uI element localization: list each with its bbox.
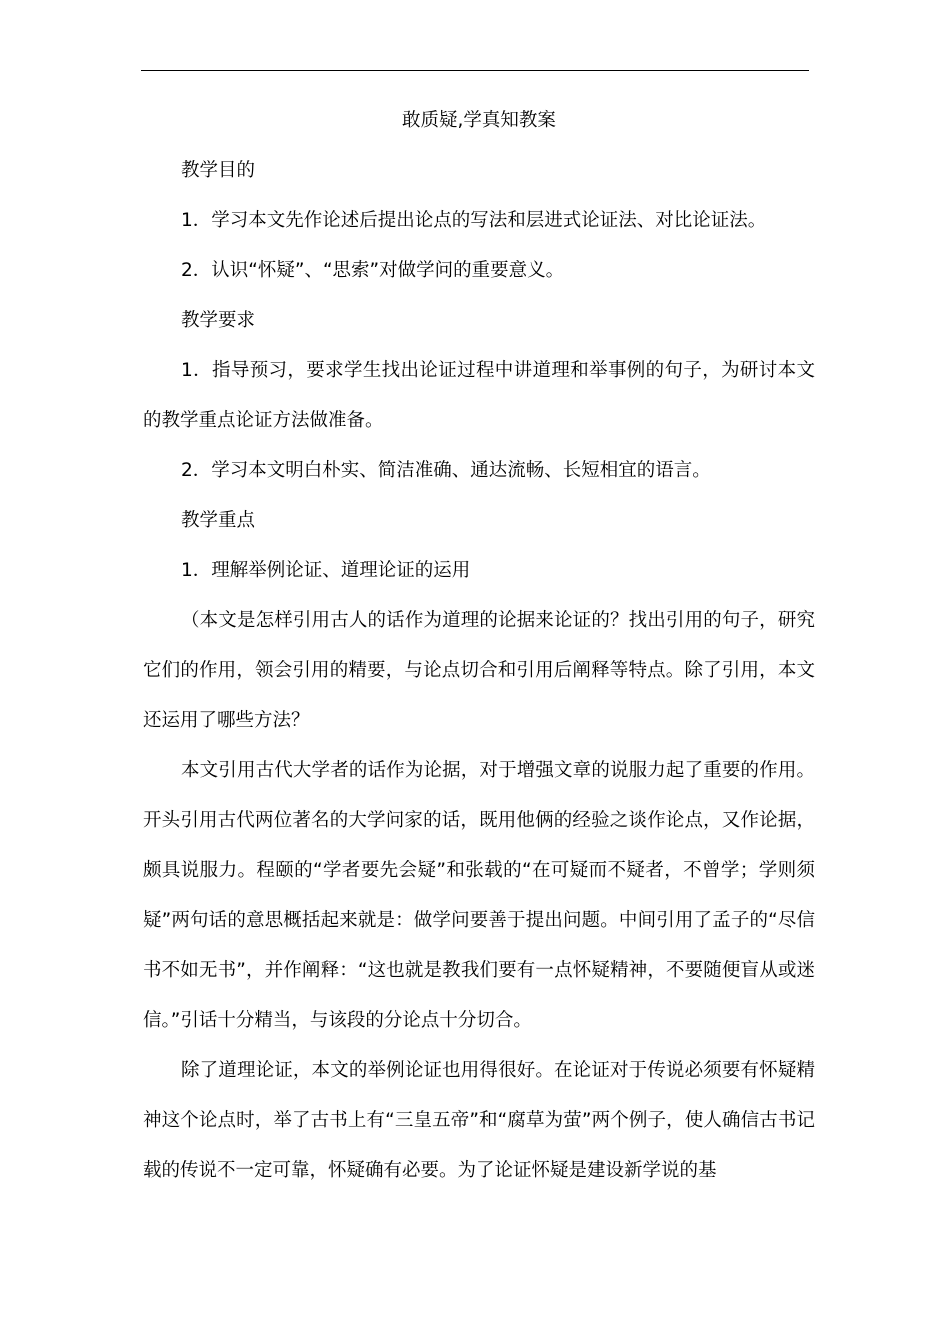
objective-item-1: 1．学习本文先作论述后提出论点的写法和层进式论证法、对比论证法。: [181, 210, 767, 231]
header-rule: [141, 70, 809, 71]
body-paragraph-question: （本文是怎样引用古人的话作为道理的论据来论证的？找出引用的句子，研究它们的作用，领会引用的精要，与论点切合和引用后阐释等特点。除了引用，本文还运用了哪些方法？: [143, 610, 815, 731]
section-heading-key-points: 教学重点: [181, 510, 256, 531]
key-point-item-1: 1．理解举例论证、道理论证的运用: [181, 560, 471, 581]
section-heading-requirements: 教学要求: [181, 310, 256, 331]
requirement-item-1: 1．指导预习，要求学生找出论证过程中讲道理和举事例的句子，为研讨本文的教学重点论证方法做准备。: [143, 360, 815, 431]
document-title: 敢质疑,学真知教案: [402, 110, 556, 131]
body-paragraph-example-argument: 除了道理论证，本文的举例论证也用得很好。在论证对于传说必须要有怀疑精神这个论点时，举了古书上有“三皇五帝”和“腐草为萤”两个例子，使人确信古书记载的传说不一定可靠，怀疑确有必要。为了论证怀疑是建设新学说的基: [143, 1060, 815, 1181]
body-paragraph-quotation-argument: 本文引用古代大学者的话作为论据，对于增强文章的说服力起了重要的作用。开头引用古代两位著名的大学问家的话，既用他俩的经验之谈作论点，又作论据，颇具说服力。程颐的“学者要先会疑”和张载的“在可疑而不疑者，不曾学；学则须疑”两句话的意思概括起来就是：做学问要善于提出问题。中间引用了孟子的“尽信书不如无书”，并作阐释：“这也就是教我们要有一点怀疑精神，不要随便盲从或迷信。”引话十分精当，与该段的分论点十分切合。: [143, 760, 815, 1031]
objective-item-2: 2．认识“怀疑”、“思索”对做学问的重要意义。: [181, 260, 565, 281]
document-body: [143, 96, 815, 1196]
requirement-item-2: 2．学习本文明白朴实、简洁准确、通达流畅、长短相宜的语言。: [181, 460, 711, 481]
section-heading-objectives: 教学目的: [181, 160, 256, 181]
